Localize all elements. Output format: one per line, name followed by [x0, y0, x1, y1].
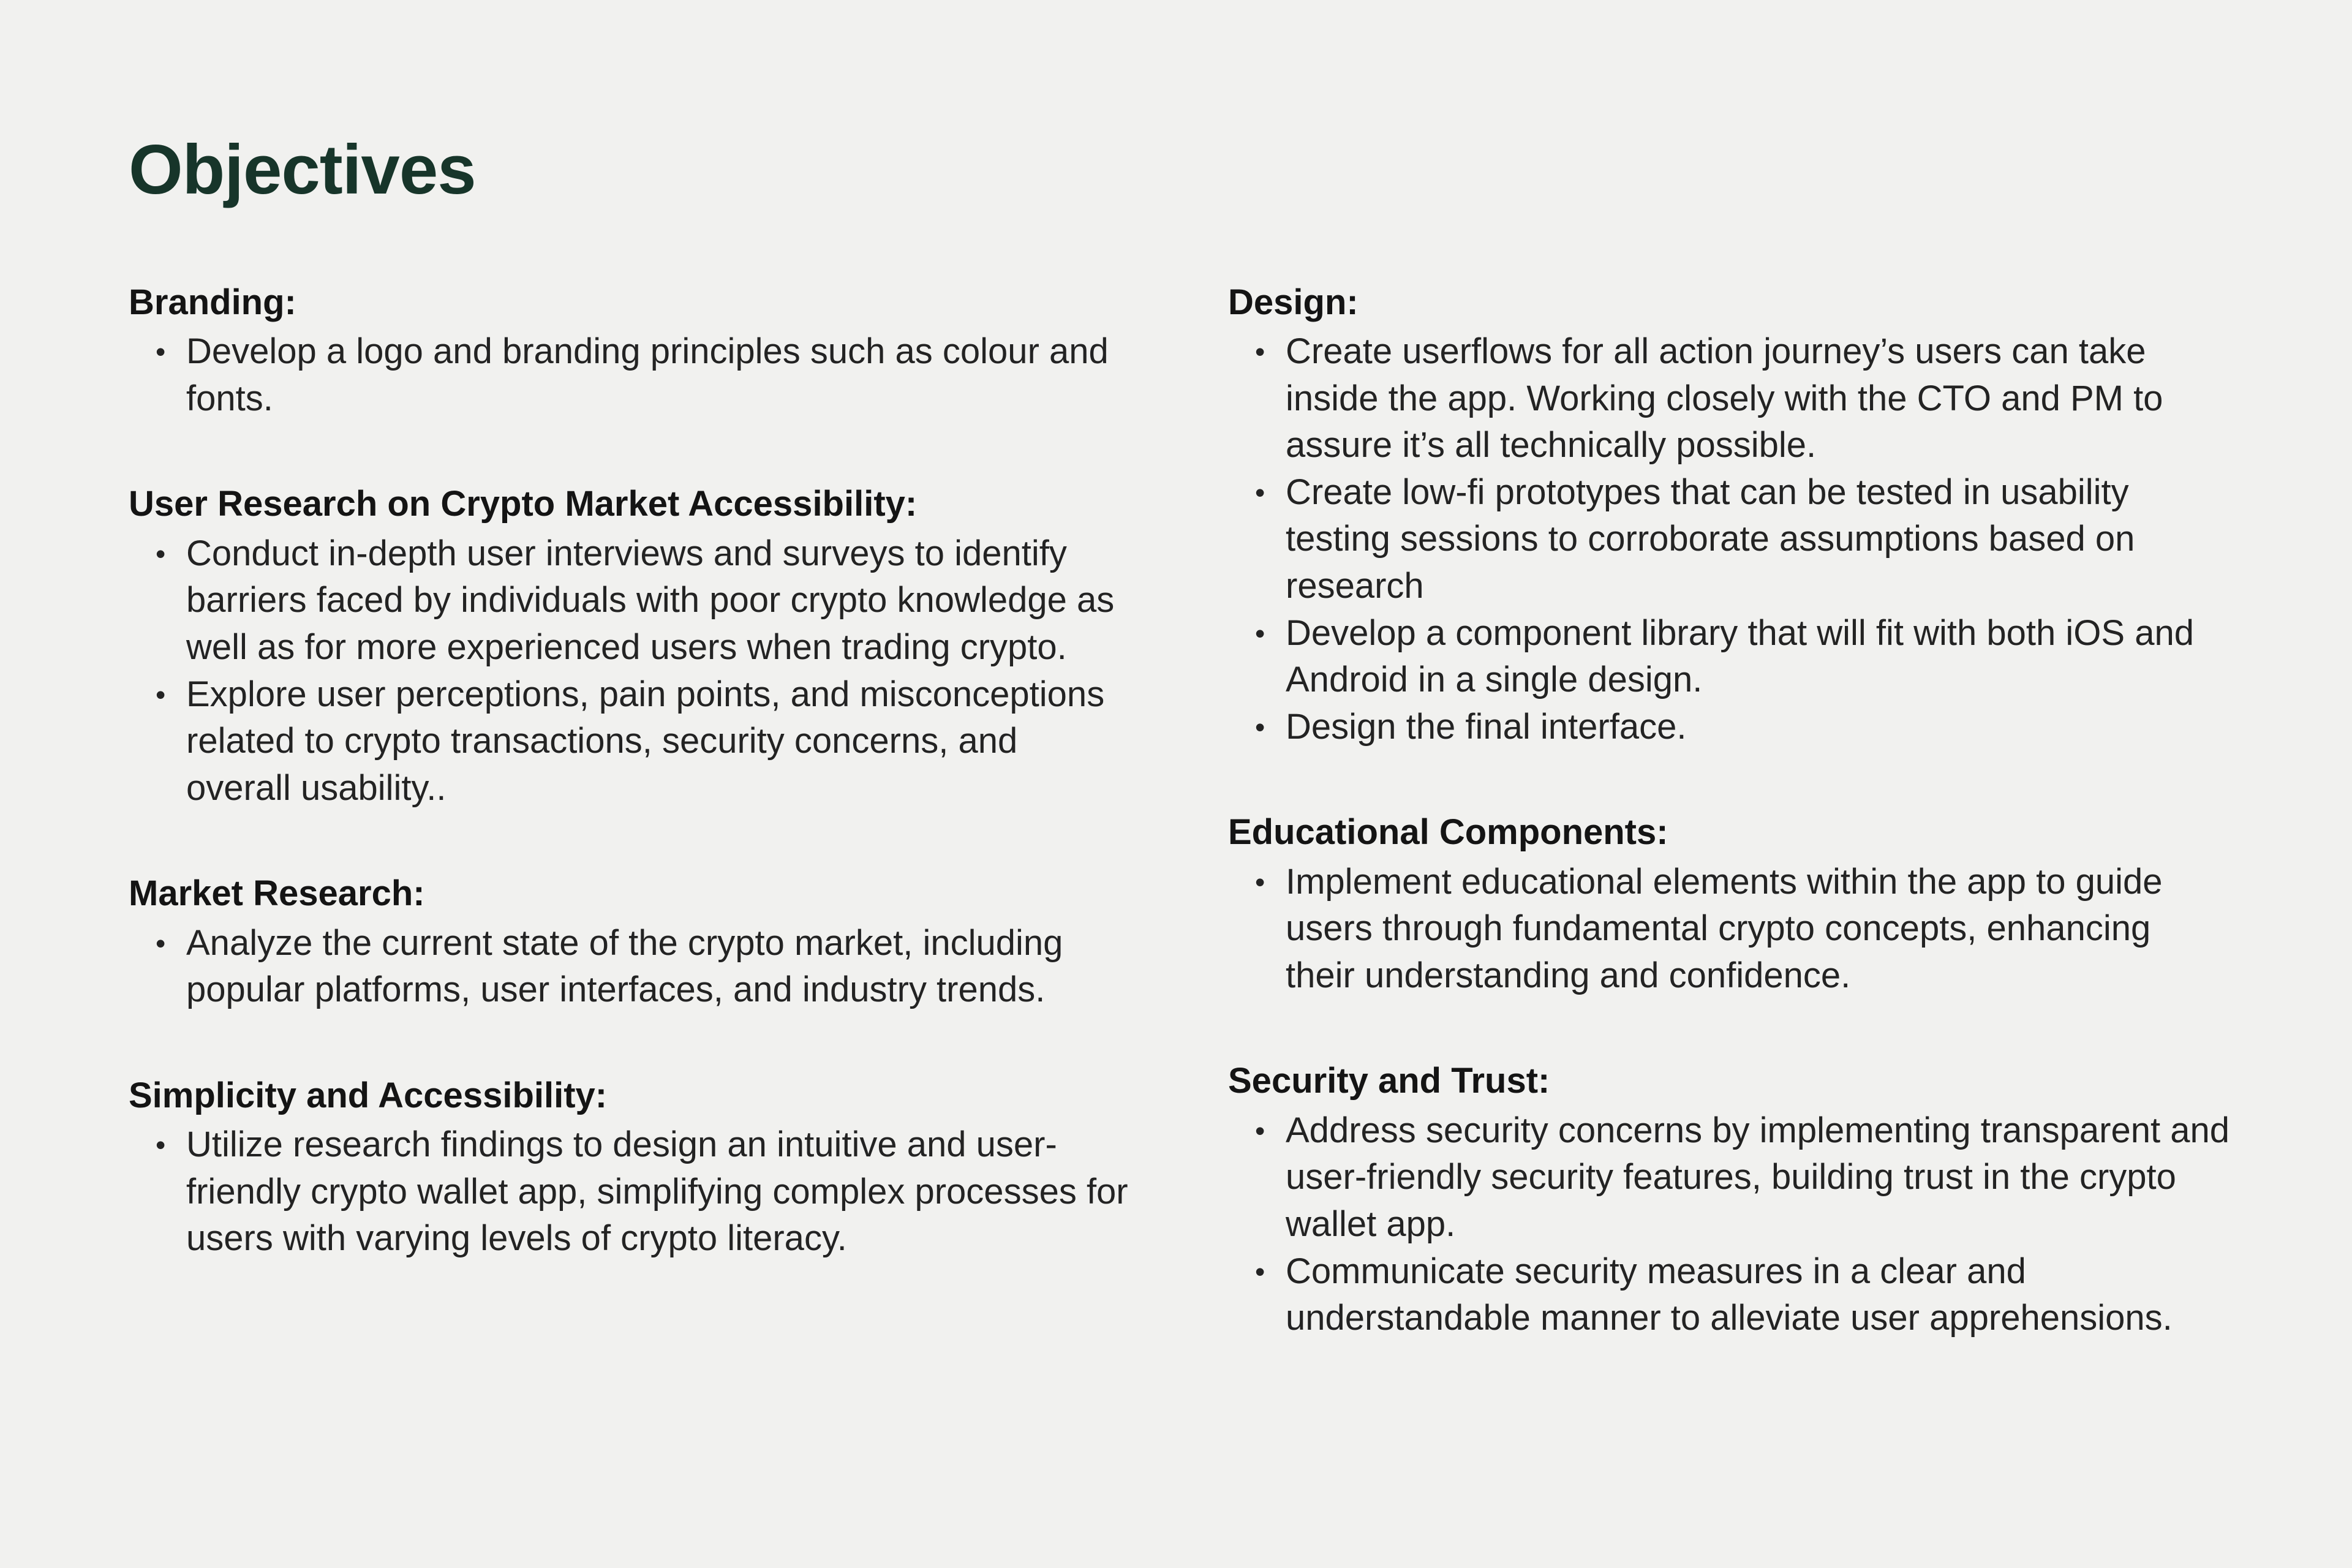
right-column [1228, 279, 2230, 1401]
bullet-item: • Create low-fi prototypes that can be tested in usability testing sessions to corroborate assumptions based on research [1228, 469, 2230, 610]
section-heading: User Research on Crypto Market Accessibility: [129, 484, 918, 524]
objective-section-right-1 [1228, 809, 2230, 999]
objective-section-left-3 [129, 1072, 1130, 1262]
bullet-item: • Address security concerns by implementing transparent and user-friendly security features, building trust in the crypto wallet app. [1228, 1107, 2230, 1248]
bullet-item: • Utilize research findings to design an intuitive and user-friendly crypto wallet app, simplifying complex processes for users with varying levels of crypto literacy. [129, 1121, 1130, 1262]
bullet-list [1228, 1107, 2230, 1342]
bullet-item: • Create userflows for all action journey’s users can take inside the app. Working closely with the CTO and PM to assure it’s all technically possible. [1228, 328, 2230, 469]
section-heading: Educational Components: [1228, 812, 1668, 853]
left-column [129, 279, 1130, 1321]
page-title: Objectives [129, 131, 476, 209]
section-heading: Simplicity and Accessibility: [129, 1075, 608, 1115]
bullet-item: • Develop a logo and branding principles such as colour and fonts. [129, 328, 1130, 422]
bullet-list [1228, 859, 2230, 1000]
bullet-list [129, 328, 1130, 422]
bullet-item: • Analyze the current state of the crypto market, including popular platforms, user interfaces, and industry trends. [129, 920, 1130, 1014]
bullet-item: • Explore user perceptions, pain points, and misconceptions related to crypto transactions, security concerns, and overall usability.. [129, 671, 1130, 812]
section-heading: Security and Trust: [1228, 1061, 1550, 1101]
bullet-item: • Implement educational elements within the app to guide users through fundamental crypto concepts, enhancing their understanding and confidence. [1228, 859, 2230, 1000]
objective-section-right-0 [1228, 279, 2230, 750]
objective-section-left-2 [129, 870, 1130, 1014]
bullet-list [129, 1121, 1130, 1262]
bullet-item: • Develop a component library that will fit with both iOS and Android in a single design. [1228, 610, 2230, 704]
section-heading: Market Research: [129, 873, 425, 914]
bullet-list [129, 530, 1130, 812]
columns [129, 279, 2230, 1401]
objective-section-left-1 [129, 481, 1130, 812]
section-heading: Design: [1228, 282, 1359, 322]
bullet-list [129, 920, 1130, 1014]
bullet-item: • Communicate security measures in a clear and understandable manner to alleviate user apprehensions. [1228, 1248, 2230, 1342]
objective-section-right-2 [1228, 1058, 2230, 1341]
bullet-item: • Conduct in-depth user interviews and surveys to identify barriers faced by individuals with poor crypto knowledge as well as for more experienced users when trading crypto. [129, 530, 1130, 671]
bullet-item: • Design the final interface. [1228, 704, 2230, 751]
bullet-list [1228, 328, 2230, 750]
objective-section-left-0 [129, 279, 1130, 423]
section-heading: Branding: [129, 282, 296, 322]
